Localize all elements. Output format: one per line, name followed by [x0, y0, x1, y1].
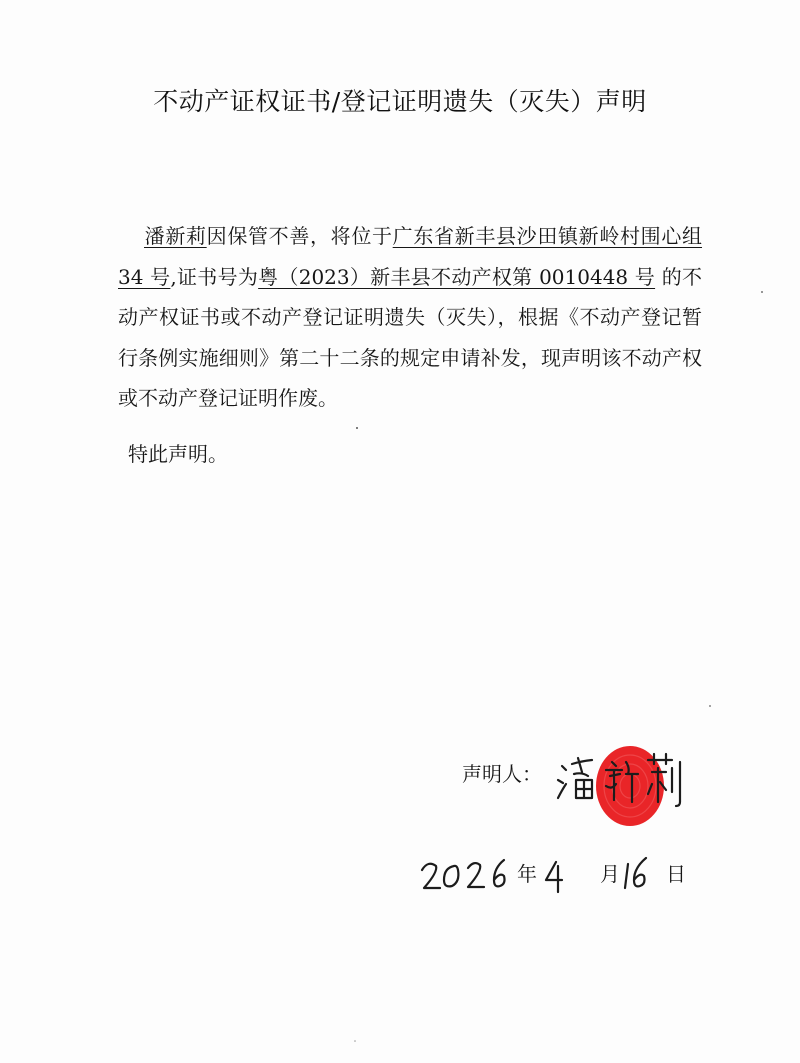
paragraph-text-1: 因保管不善，将位于 — [206, 224, 393, 248]
document-title: 不动产证权证书/登记证明遗失（灭失）声明 — [153, 87, 647, 116]
declarant-label: 声明人： — [462, 762, 542, 786]
declaration-paragraph — [118, 216, 702, 419]
declarant-name: 潘新莉 — [144, 224, 207, 248]
date-month-unit: 月 — [600, 862, 620, 886]
paragraph-text-2: ,证书号为 — [170, 264, 259, 289]
paragraph-text-3: 的不动产权证书或不动产登记证明遗失（灭失），根据《不动产登记暂行条例实施细则》第二十二条的规定申请补发，现声明该不动产权或不动产登记证明作废。 — [118, 264, 703, 410]
signature-with-fingerprint — [548, 728, 708, 838]
handwritten-signature-image — [548, 728, 708, 838]
certificate-number: 粤（2023）新丰县不动产权第 0010448 号 — [258, 264, 656, 289]
date-year-unit: 年 — [517, 862, 537, 886]
date-day-unit: 日 — [666, 862, 686, 886]
property-address: 广东省新丰县沙田镇新岭村围心组 34 号 — [118, 224, 703, 289]
closing-statement: 特此声明。 — [128, 442, 228, 466]
